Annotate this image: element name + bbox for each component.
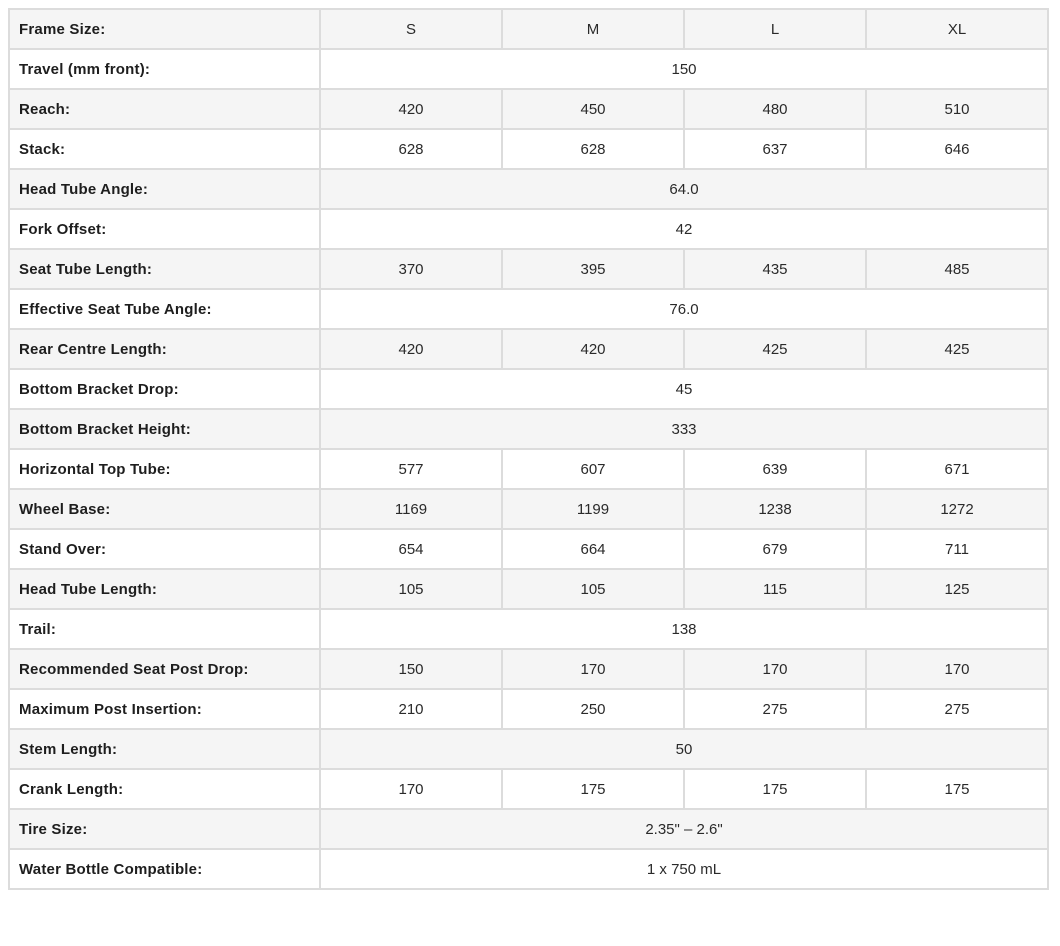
row-label: Fork Offset: [9, 209, 320, 249]
row-value-cell: 250 [502, 689, 684, 729]
table-row [9, 169, 1048, 209]
table-row [9, 369, 1048, 409]
row-label: Bottom Bracket Drop: [9, 369, 320, 409]
row-label: Rear Centre Length: [9, 329, 320, 369]
row-label: Recommended Seat Post Drop: [9, 649, 320, 689]
row-value-all-sizes: 76.0 [320, 289, 1048, 329]
row-label: Tire Size: [9, 809, 320, 849]
row-value-cell: 170 [320, 769, 502, 809]
row-value-cell: 510 [866, 89, 1048, 129]
table-row [9, 849, 1048, 889]
table-row [9, 209, 1048, 249]
table-row [9, 569, 1048, 609]
row-value-cell: 170 [866, 649, 1048, 689]
row-value-cell: 275 [684, 689, 866, 729]
row-value-cell: 637 [684, 129, 866, 169]
row-value-cell: 664 [502, 529, 684, 569]
row-value-cell: 711 [866, 529, 1048, 569]
row-value-cell: 480 [684, 89, 866, 129]
table-row [9, 89, 1048, 129]
row-label: Wheel Base: [9, 489, 320, 529]
row-label: Stand Over: [9, 529, 320, 569]
row-value-cell: 425 [684, 329, 866, 369]
row-value-cell: 210 [320, 689, 502, 729]
row-value-cell: 646 [866, 129, 1048, 169]
header-row [9, 9, 1048, 49]
table-row [9, 489, 1048, 529]
row-label: Effective Seat Tube Angle: [9, 289, 320, 329]
row-value-cell: 435 [684, 249, 866, 289]
frame-size-label: Frame Size: [9, 9, 320, 49]
row-label: Reach: [9, 89, 320, 129]
row-value-all-sizes: 1 x 750 mL [320, 849, 1048, 889]
row-value-cell: 1199 [502, 489, 684, 529]
row-label: Bottom Bracket Height: [9, 409, 320, 449]
row-value-cell: 275 [866, 689, 1048, 729]
row-value-all-sizes: 138 [320, 609, 1048, 649]
row-value-cell: 628 [320, 129, 502, 169]
row-label: Head Tube Length: [9, 569, 320, 609]
table-row [9, 649, 1048, 689]
row-value-cell: 175 [684, 769, 866, 809]
row-label: Seat Tube Length: [9, 249, 320, 289]
row-value-cell: 485 [866, 249, 1048, 289]
row-value-all-sizes: 45 [320, 369, 1048, 409]
row-value-all-sizes: 333 [320, 409, 1048, 449]
row-value-all-sizes: 2.35" – 2.6" [320, 809, 1048, 849]
row-value-cell: 125 [866, 569, 1048, 609]
row-value-cell: 450 [502, 89, 684, 129]
geometry-table-body [9, 9, 1048, 889]
row-value-cell: 105 [502, 569, 684, 609]
row-label: Stem Length: [9, 729, 320, 769]
row-value-cell: 150 [320, 649, 502, 689]
table-row [9, 129, 1048, 169]
row-value-cell: 175 [502, 769, 684, 809]
size-header-s: S [320, 9, 502, 49]
table-row [9, 49, 1048, 89]
row-label: Water Bottle Compatible: [9, 849, 320, 889]
row-value-all-sizes: 64.0 [320, 169, 1048, 209]
table-row [9, 329, 1048, 369]
row-value-cell: 1272 [866, 489, 1048, 529]
row-label: Maximum Post Insertion: [9, 689, 320, 729]
row-value-cell: 370 [320, 249, 502, 289]
row-value-cell: 175 [866, 769, 1048, 809]
row-value-cell: 679 [684, 529, 866, 569]
table-row [9, 609, 1048, 649]
row-value-cell: 1238 [684, 489, 866, 529]
table-row [9, 769, 1048, 809]
row-value-all-sizes: 42 [320, 209, 1048, 249]
row-label: Travel (mm front): [9, 49, 320, 89]
table-row [9, 249, 1048, 289]
row-label: Stack: [9, 129, 320, 169]
row-value-cell: 671 [866, 449, 1048, 489]
geometry-table [8, 8, 1049, 890]
geometry-table-container [8, 8, 1049, 890]
row-value-cell: 654 [320, 529, 502, 569]
row-value-all-sizes: 150 [320, 49, 1048, 89]
row-value-cell: 1169 [320, 489, 502, 529]
row-value-all-sizes: 50 [320, 729, 1048, 769]
table-row [9, 409, 1048, 449]
table-row [9, 449, 1048, 489]
row-label: Horizontal Top Tube: [9, 449, 320, 489]
row-value-cell: 420 [320, 89, 502, 129]
size-header-xl: XL [866, 9, 1048, 49]
row-label: Crank Length: [9, 769, 320, 809]
row-value-cell: 577 [320, 449, 502, 489]
row-value-cell: 115 [684, 569, 866, 609]
row-value-cell: 170 [684, 649, 866, 689]
table-row [9, 729, 1048, 769]
table-row [9, 289, 1048, 329]
row-value-cell: 395 [502, 249, 684, 289]
row-value-cell: 105 [320, 569, 502, 609]
row-value-cell: 425 [866, 329, 1048, 369]
table-row [9, 689, 1048, 729]
row-value-cell: 170 [502, 649, 684, 689]
row-value-cell: 420 [502, 329, 684, 369]
size-header-l: L [684, 9, 866, 49]
table-row [9, 809, 1048, 849]
row-label: Head Tube Angle: [9, 169, 320, 209]
row-label: Trail: [9, 609, 320, 649]
row-value-cell: 639 [684, 449, 866, 489]
row-value-cell: 628 [502, 129, 684, 169]
size-header-m: M [502, 9, 684, 49]
row-value-cell: 420 [320, 329, 502, 369]
row-value-cell: 607 [502, 449, 684, 489]
table-row [9, 529, 1048, 569]
